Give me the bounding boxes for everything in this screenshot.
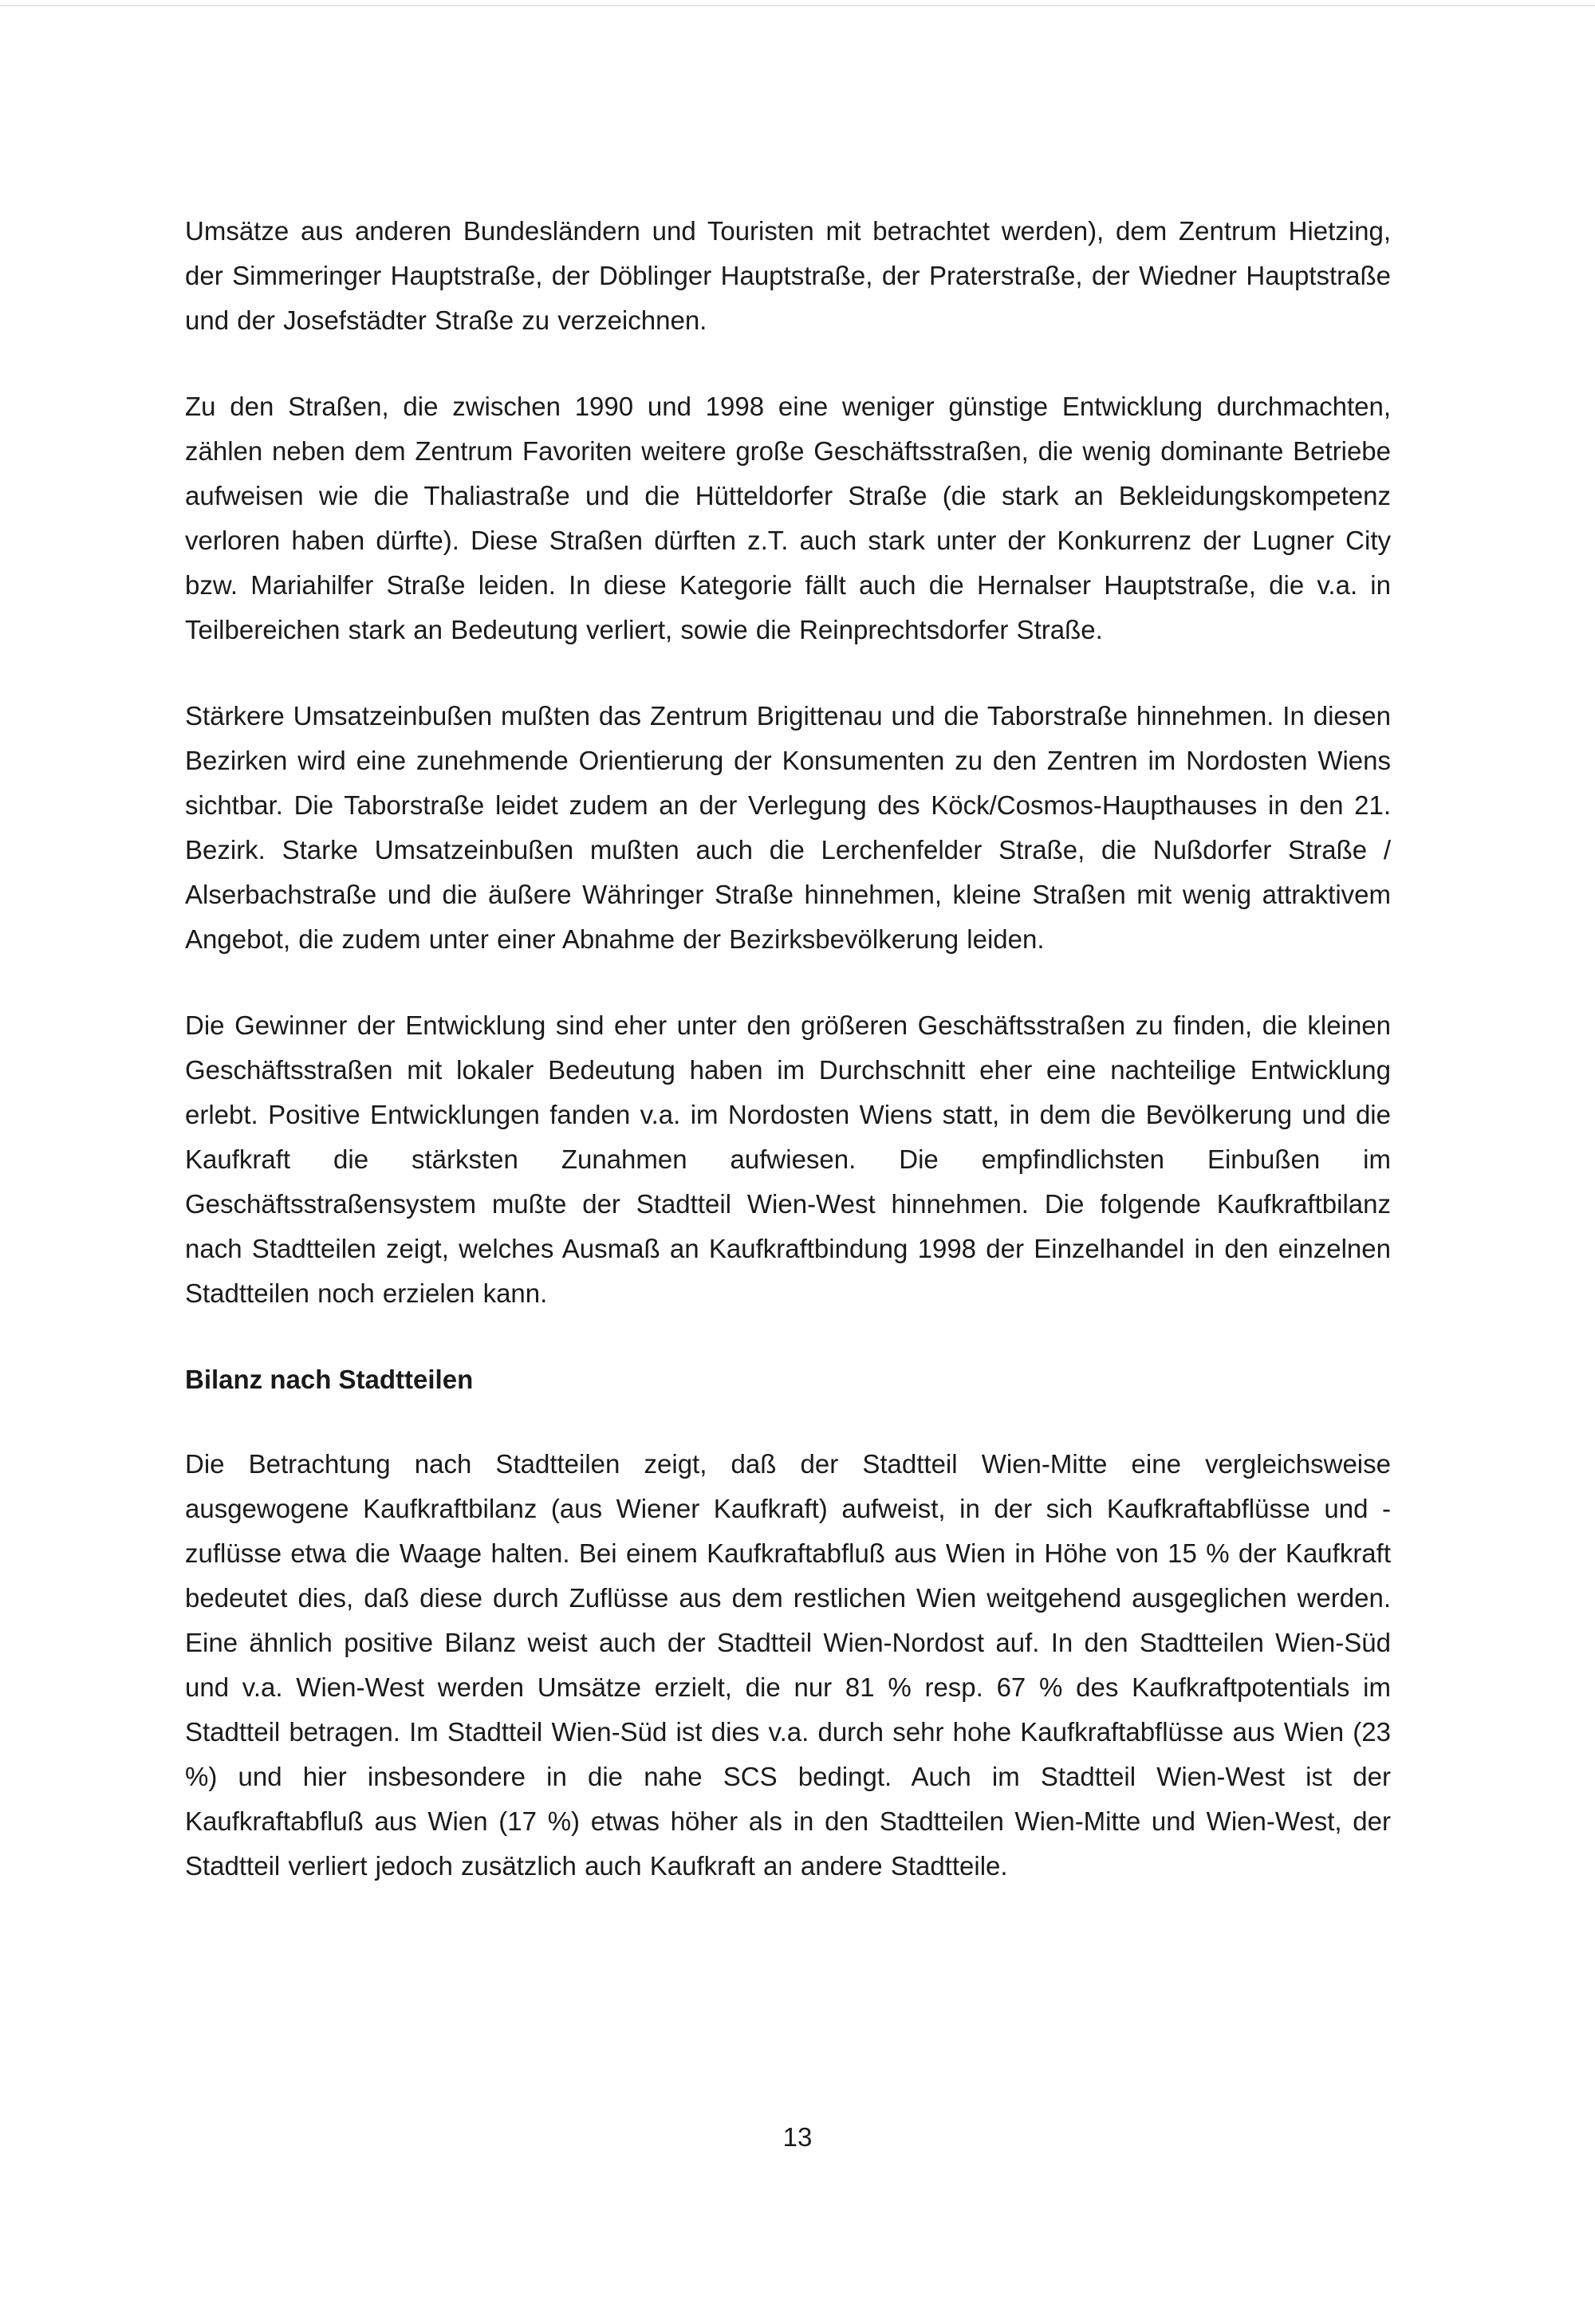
scan-top-edge [0, 5, 1595, 6]
paragraph-umsaetze: Umsätze aus anderen Bundesländern und Touristen mit betrachtet werden), dem Zentrum Hietzing, der Simmeringer Hauptstraße, der Döblinger Hauptstraße, der Praterstraße, der Wiedner Hauptstraße und der Josefstädter Straße zu verzeichnen. [185, 216, 1391, 335]
section-heading: Bilanz nach Stadtteilen [185, 1365, 474, 1394]
paragraph-weniger-guenstig: Zu den Straßen, die zwischen 1990 und 1998 eine weniger günstige Entwicklung durchmachten, zählen neben dem Zentrum Favoriten weitere große Geschäftsstraßen, die wenig dominante Betriebe aufweisen wie die Thaliastraße und die Hütteldorfer Straße (die stark an Bekleidungskompetenz verloren haben dürfte). Diese Straßen dürften z.T. auch stark unter der Konkurrenz der Lugner City bzw. Mariahilfer Straße leiden. In diese Kategorie fällt auch die Hernalser Hauptstraße, die v.a. in Teilbereichen stark an Bedeutung verliert, sowie die Reinprechtsdorfer Straße. [185, 392, 1391, 644]
page-number: 13 [782, 2122, 813, 2152]
page-body [185, 209, 1391, 1889]
paragraph-umsatzeinbussen: Stärkere Umsatzeinbußen mußten das Zentrum Brigittenau und die Taborstraße hinnehmen. In diesen Bezirken wird eine zunehmende Orientierung der Konsumenten zu den Zentren im Nordosten Wiens sichtbar. Die Taborstraße leidet zudem an der Verlegung des Köck/Cosmos-Haupthauses in den 21. Bezirk. Starke Umsatzeinbußen mußten auch die Lerchenfelder Straße, die Nußdorfer Straße / Alserbachstraße und die äußere Währinger Straße hinnehmen, kleine Straßen mit wenig attraktivem Angebot, die zudem unter einer Abnahme der Bezirksbevölkerung leiden. [185, 701, 1391, 954]
paragraph-gewinner: Die Gewinner der Entwicklung sind eher unter den größeren Geschäftsstraßen zu finden, die kleinen Geschäftsstraßen mit lokaler Bedeutung haben im Durchschnitt eher eine nachteilige Entwicklung erlebt. Positive Entwicklungen fanden v.a. im Nordosten Wiens statt, in dem die Bevölkerung und die Kaufkraft die stärksten Zunahmen aufwiesen. Die empfindlichsten Einbußen im Geschäftsstraßensystem mußte der Stadtteil Wien-West hinnehmen. Die folgende Kaufkraftbilanz nach Stadtteilen zeigt, welches Ausmaß an Kaufkraftbindung 1998 der Einzelhandel in den einzelnen Stadtteilen noch erzielen kann. [185, 1010, 1391, 1308]
paragraph-bilanz: Die Betrachtung nach Stadtteilen zeigt, daß der Stadtteil Wien-Mitte eine vergleichsweise ausgewogene Kaufkraftbilanz (aus Wiener Kaufkraft) aufweist, in der sich Kaufkraftabflüsse und -zuflüsse etwa die Waage halten. Bei einem Kaufkraftabfluß aus Wien in Höhe von 15 % der Kaufkraft bedeutet dies, daß diese durch Zuflüsse aus dem restlichen Wien weitgehend ausgeglichen werden. Eine ähnlich positive Bilanz weist auch der Stadtteil Wien-Nordost auf. In den Stadtteilen Wien-Süd und v.a. Wien-West werden Umsätze erzielt, die nur 81 % resp. 67 % des Kaufkraftpotentials im Stadtteil betragen. Im Stadtteil Wien-Süd ist dies v.a. durch sehr hohe Kaufkraftabflüsse aus Wien (23 %) und hier insbesondere in die nahe SCS bedingt. Auch im Stadtteil Wien-West ist der Kaufkraftabfluß aus Wien (17 %) etwas höher als in den Stadtteilen Wien-Mitte und Wien-West, der Stadtteil verliert jedoch zusätzlich auch Kaufkraft an andere Stadtteile. [185, 1449, 1391, 1881]
